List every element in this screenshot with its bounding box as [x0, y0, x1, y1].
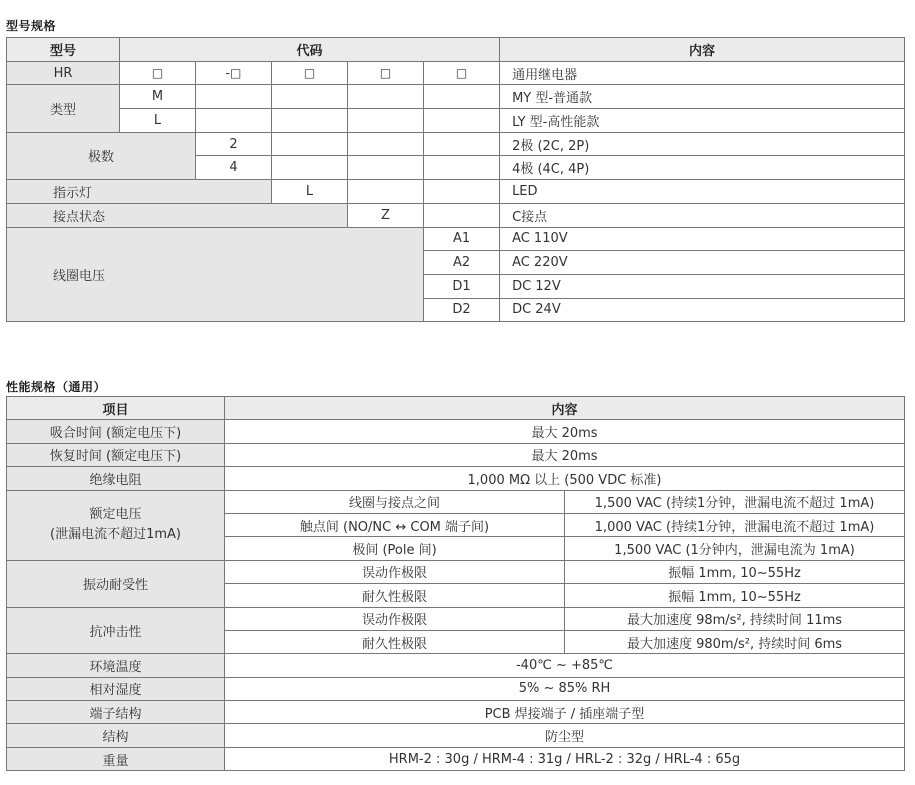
item-value: PCB 焊接端子 / 插座端子型 [225, 701, 905, 724]
code-cell: L [120, 109, 196, 133]
code-cell: D1 [424, 274, 500, 298]
item-value: 振幅 1mm, 10~55Hz [565, 560, 905, 583]
table-row [7, 85, 905, 109]
item-value: 振幅 1mm, 10~55Hz [565, 584, 905, 607]
table-row [7, 747, 905, 770]
item-value: HRM-2 : 30g / HRM-4 : 31g / HRL-2 : 32g / HRL-4 : 65g [225, 747, 905, 770]
code-cell: A1 [424, 227, 500, 251]
content-cell: DC 12V [500, 274, 905, 298]
table-row [7, 677, 905, 700]
item-value: 1,000 VAC (持续1分钟，泄漏电流不超过 1mA) [565, 513, 905, 536]
row-label-coil: 线圈电压 [7, 227, 424, 322]
item-label: 绝缘电阻 [7, 467, 225, 490]
code-cell: A2 [424, 251, 500, 275]
table-row [7, 420, 905, 443]
code-cell: L [272, 180, 348, 204]
header-item: 项目 [7, 397, 225, 420]
withstand-label-line2: (泄漏电流不超过1mA) [50, 527, 181, 543]
code-cell: □ [424, 61, 500, 85]
model-spec-table [6, 37, 905, 322]
sub-item: 误动作极限 [225, 560, 565, 583]
row-label-hr: HR [7, 61, 120, 85]
table-row [7, 654, 905, 677]
sub-item: 耐久性极限 [225, 630, 565, 653]
header-content: 内容 [500, 38, 905, 62]
content-cell: DC 24V [500, 298, 905, 322]
content-cell: C接点 [500, 203, 905, 227]
row-label-indicator: 指示灯 [7, 180, 272, 204]
item-value: 最大 20ms [225, 420, 905, 443]
item-value: -40℃ ~ +85℃ [225, 654, 905, 677]
code-cell: 4 [196, 156, 272, 180]
table-row [7, 109, 905, 133]
withstand-label-line1: 额定电压 [89, 507, 142, 523]
item-value: 最大加速度 98m/s², 持续时间 11ms [565, 607, 905, 630]
table-row [7, 467, 905, 490]
code-cell: D2 [424, 298, 500, 322]
table-row [7, 227, 905, 251]
content-cell: LY 型-高性能款 [500, 109, 905, 133]
table-row [7, 724, 905, 747]
content-cell: AC 110V [500, 227, 905, 251]
code-cell: □ [120, 61, 196, 85]
item-label: 吸合时间 (额定电压下) [7, 420, 225, 443]
table-row [7, 61, 905, 85]
code-cell: M [120, 85, 196, 109]
item-value: 最大加速度 980m/s², 持续时间 6ms [565, 630, 905, 653]
item-value: 1,500 VAC (1分钟内，泄漏电流为 1mA) [565, 537, 905, 560]
sub-item: 极间 (Pole 间) [225, 537, 565, 560]
item-label: 重量 [7, 747, 225, 770]
table-row [7, 490, 905, 513]
row-label-contact: 接点状态 [7, 203, 348, 227]
item-label: 相对湿度 [7, 677, 225, 700]
sub-item: 误动作极限 [225, 607, 565, 630]
code-cell: Z [348, 203, 424, 227]
item-label: 恢复时间 (额定电压下) [7, 443, 225, 466]
table-header-row [7, 397, 905, 420]
item-label: 振动耐受性 [7, 560, 225, 607]
item-label: 结构 [7, 724, 225, 747]
table-row [7, 132, 905, 156]
code-cell: □ [348, 61, 424, 85]
item-value: 1,000 MΩ 以上 (500 VDC 标准) [225, 467, 905, 490]
content-cell: AC 220V [500, 251, 905, 275]
item-value: 最大 20ms [225, 443, 905, 466]
model-spec-title: 型号规格 [6, 19, 57, 33]
code-cell: 2 [196, 132, 272, 156]
content-cell: MY 型-普通款 [500, 85, 905, 109]
content-cell: LED [500, 180, 905, 204]
table-header-row [7, 38, 905, 62]
item-label-withstand [7, 490, 225, 560]
content-cell: 通用继电器 [500, 61, 905, 85]
performance-spec-title: 性能规格（通用） [6, 380, 107, 394]
item-value: 防尘型 [225, 724, 905, 747]
content-cell: 4极 (4C, 4P) [500, 156, 905, 180]
table-row [7, 443, 905, 466]
item-label: 环境温度 [7, 654, 225, 677]
sub-item: 线圈与接点之间 [225, 490, 565, 513]
table-row [7, 560, 905, 583]
header-content: 内容 [225, 397, 905, 420]
item-label: 抗冲击性 [7, 607, 225, 654]
table-row [7, 180, 905, 204]
code-cell: □ [272, 61, 348, 85]
header-model: 型号 [7, 38, 120, 62]
sub-item: 耐久性极限 [225, 584, 565, 607]
sub-item: 触点间 (NO/NC ↔ COM 端子间) [225, 513, 565, 536]
performance-spec-table [6, 396, 905, 771]
row-label-poles: 极数 [7, 132, 196, 179]
item-value: 5% ~ 85% RH [225, 677, 905, 700]
table-row [7, 203, 905, 227]
row-label-type: 类型 [7, 85, 120, 132]
code-cell: -□ [196, 61, 272, 85]
item-value: 1,500 VAC (持续1分钟，泄漏电流不超过 1mA) [565, 490, 905, 513]
header-code: 代码 [120, 38, 500, 62]
table-row [7, 701, 905, 724]
table-row [7, 607, 905, 630]
item-label: 端子结构 [7, 701, 225, 724]
content-cell: 2极 (2C, 2P) [500, 132, 905, 156]
